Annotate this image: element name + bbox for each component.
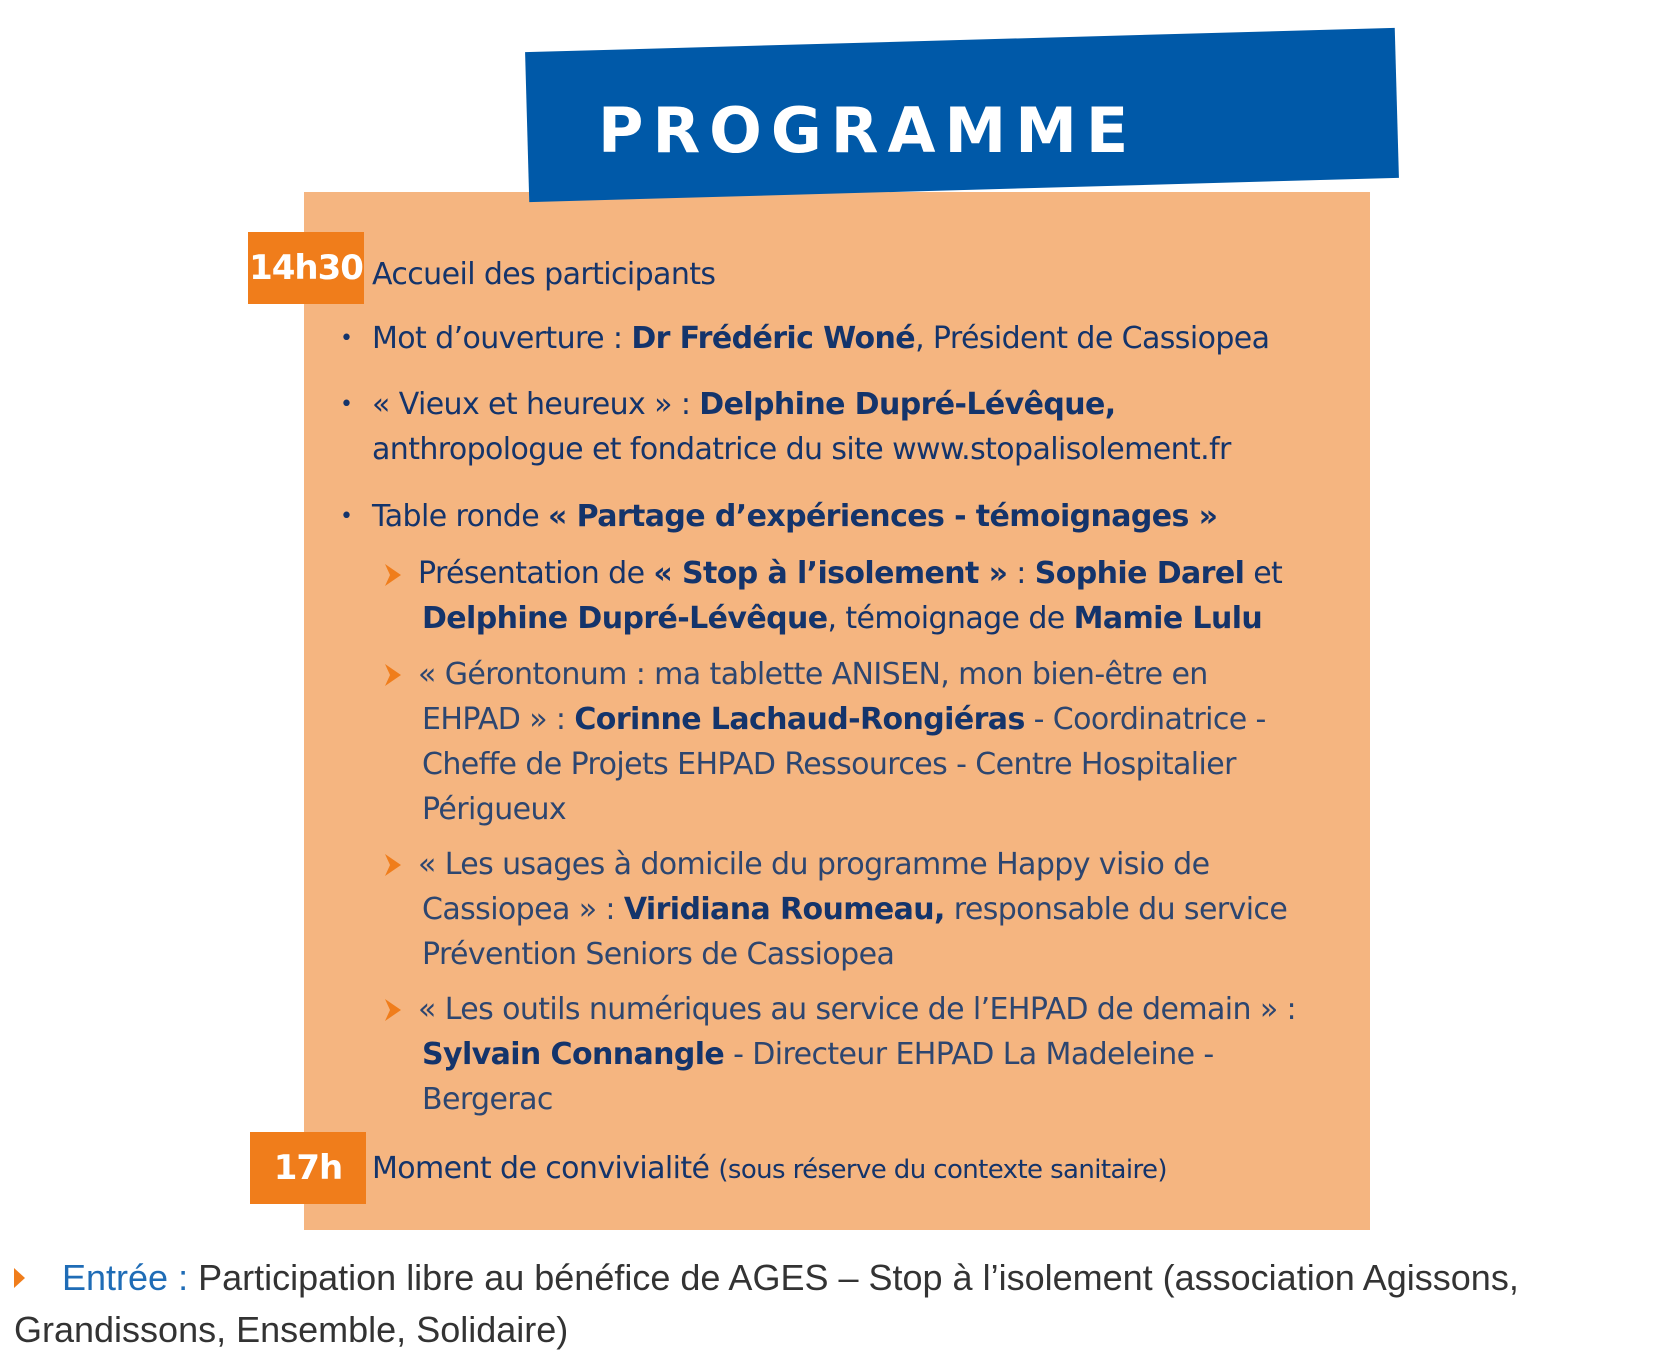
sub2-line2-prefix: EHPAD » : [422, 702, 575, 737]
roundtable-title: « Partage d’expériences - témoignages » [548, 499, 1218, 534]
sub1-name2: Delphine Dupré-Lévêque [422, 601, 828, 636]
sub4-line2 [422, 1032, 1214, 1077]
end-label: Moment de convivialité [372, 1151, 710, 1186]
talk-prefix: « Vieux et heureux » : [372, 387, 700, 422]
roundtable-prefix: Table ronde [372, 499, 548, 534]
sub2-line1: « Gérontonum : ma tablette ANISEN, mon bien-être en [418, 657, 1208, 692]
sub4-line1: « Les outils numériques au service de l’EHPAD de demain » : [418, 992, 1297, 1027]
sub4-name: Sylvain Connangle [422, 1037, 725, 1072]
chevron-right-icon [382, 562, 404, 588]
sub2-line4: Périgueux [422, 792, 567, 827]
sub2-line3: Cheffe de Projets EHPAD Ressources - Centre Hospitalier [422, 747, 1236, 782]
footer-text1: Participation libre au bénéfice de AGES – Stop à l’isolement (association Agissons, [188, 1257, 1519, 1298]
sub1-line2 [422, 596, 1262, 641]
banner-title: PROGRAMME [598, 94, 1138, 167]
caret-right-icon [14, 1268, 25, 1288]
sub1-title: « Stop à l’isolement » [653, 556, 1008, 591]
bullet-dot: • [340, 326, 353, 351]
sub1-mid: , témoignage de [827, 601, 1074, 636]
roundtable-item [372, 494, 1217, 539]
opening-prefix: Mot d’ouverture : [372, 321, 632, 356]
bullet-dot: • [340, 504, 353, 529]
sub3-line2 [422, 887, 1287, 932]
sub1-name1: Sophie Darel [1034, 556, 1245, 591]
sub1-and: et [1244, 556, 1283, 591]
sub1-line1 [418, 551, 1282, 596]
opening-name: Dr Frédéric Woné [631, 321, 916, 356]
sub2-line2 [422, 697, 1266, 742]
chevron-right-icon [382, 997, 404, 1023]
opening-item [372, 316, 1269, 361]
sub3-line2-suffix: responsable du service [944, 892, 1288, 927]
talk-line2: anthropologue et fondatrice du site www.stopalisolement.fr [372, 432, 1231, 467]
opening-suffix: , Président de Cassiopea [915, 321, 1270, 356]
footer-label: Entrée : [62, 1257, 189, 1298]
talk-item [372, 382, 1116, 427]
sub3-line2-prefix: Cassiopea » : [422, 892, 624, 927]
start-label: Accueil des participants [372, 257, 716, 292]
sub2-line2-suffix: - Coordinatrice - [1024, 702, 1266, 737]
sub1-prefix: Présentation de [418, 556, 654, 591]
time-badge-start: 14h30 [248, 232, 364, 304]
sub2-name: Corinne Lachaud-Rongiéras [574, 702, 1025, 737]
sub4-line2-suffix: - Directeur EHPAD La Madeleine - [724, 1037, 1214, 1072]
sub4-line3: Bergerac [422, 1082, 553, 1117]
time-badge-end: 17h [250, 1132, 366, 1204]
sub1-name3: Mamie Lulu [1073, 601, 1263, 636]
sub1-sep: : [1007, 556, 1035, 591]
sub3-line3: Prévention Seniors de Cassiopea [422, 937, 895, 972]
sub3-line1: « Les usages à domicile du programme Happy visio de [418, 847, 1210, 882]
footer-line1 [62, 1252, 1519, 1304]
talk-name: Delphine Dupré-Lévêque, [699, 387, 1116, 422]
bullet-dot: • [340, 392, 353, 417]
end-item [372, 1146, 1167, 1193]
end-note: (sous réserve du contexte sanitaire) [718, 1155, 1167, 1185]
chevron-right-icon [382, 852, 404, 878]
footer-line2: Grandissons, Ensemble, Solidaire) [14, 1309, 569, 1350]
sub3-name: Viridiana Roumeau, [623, 892, 945, 927]
chevron-right-icon [382, 662, 404, 688]
